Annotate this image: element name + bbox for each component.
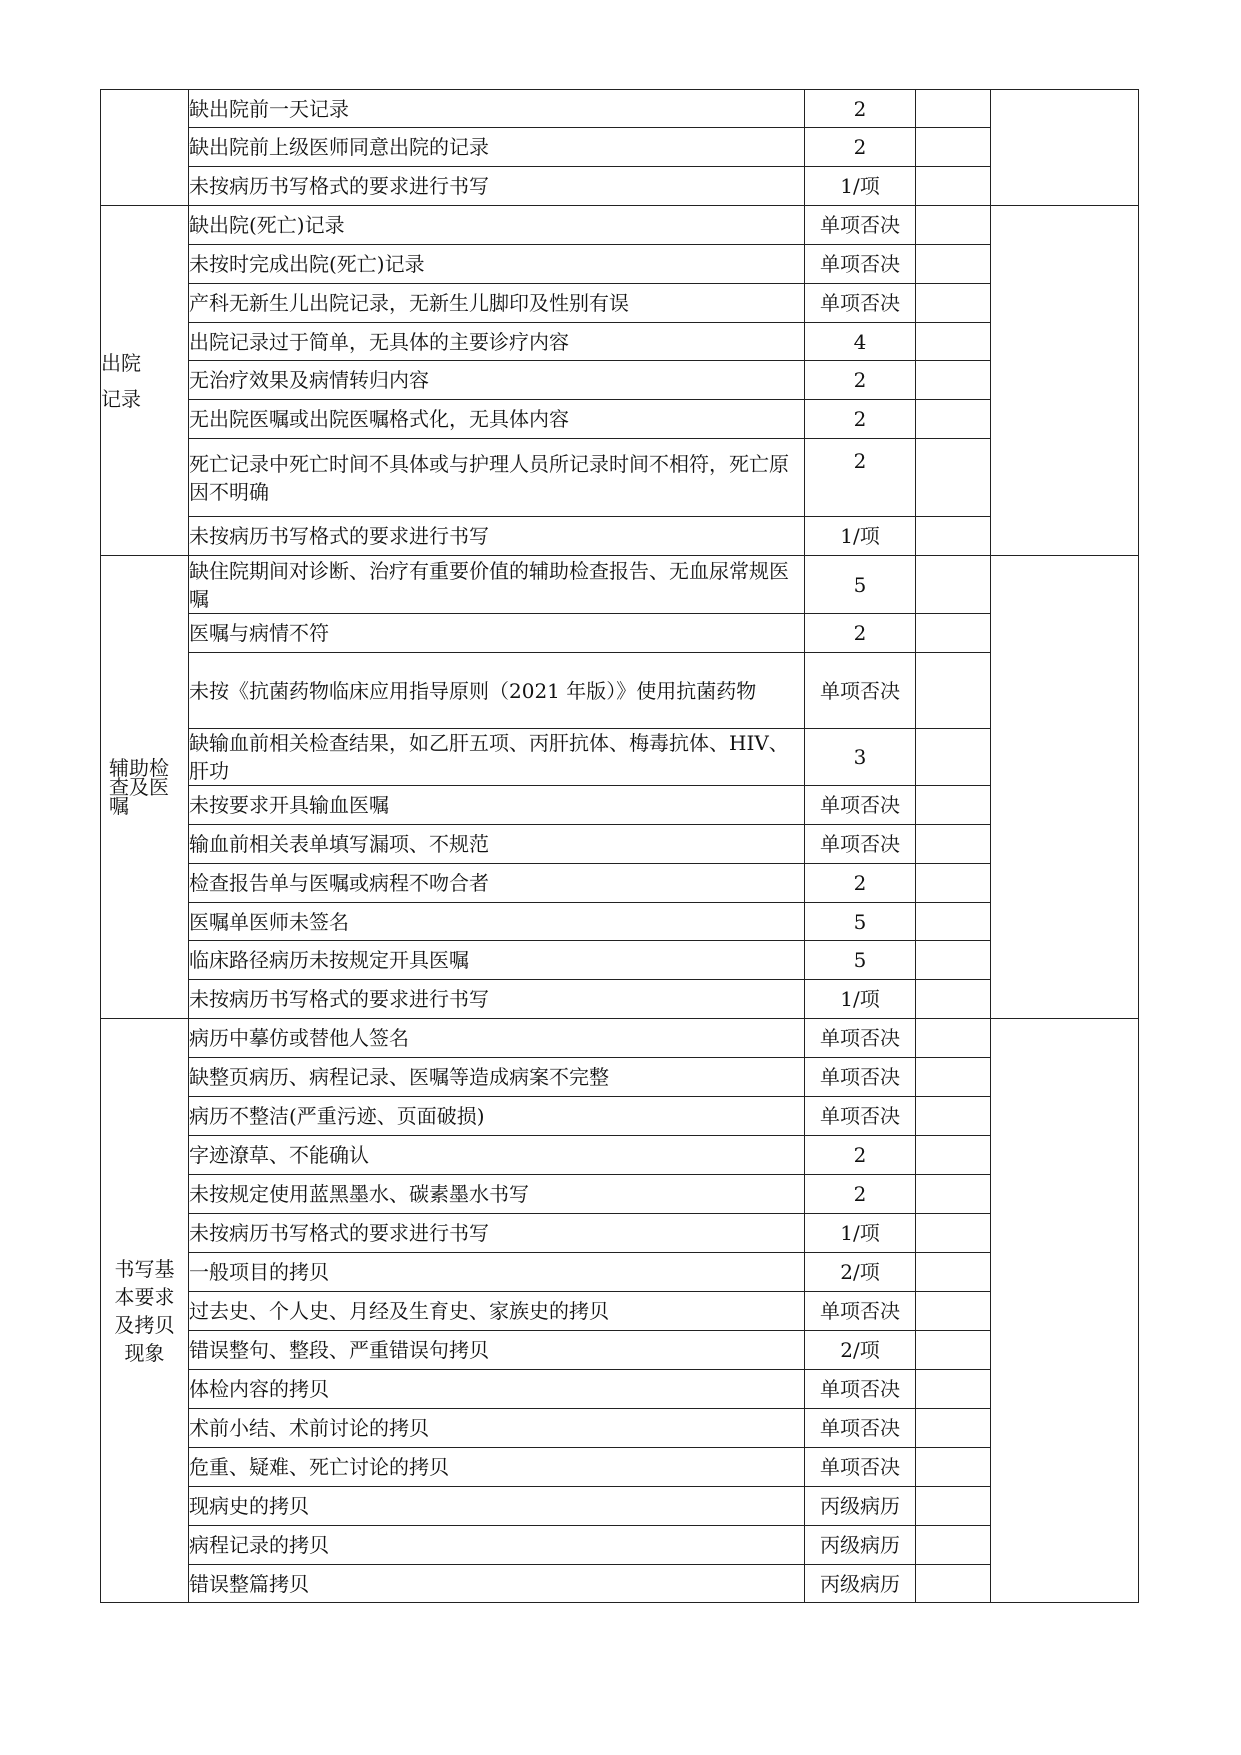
item-description: 临床路径病历未按规定开具医嘱 <box>189 941 805 980</box>
deduction-score: 丙级病历 <box>805 1487 916 1526</box>
deduction-score: 1/项 <box>805 980 916 1019</box>
table-row <box>101 1331 1139 1370</box>
deduction-score: 5 <box>805 556 916 614</box>
deduction-entry-cell[interactable] <box>916 941 991 980</box>
deduction-entry-cell[interactable] <box>916 1019 991 1058</box>
item-description: 出院记录过于简单，无具体的主要诊疗内容 <box>189 323 805 361</box>
deduction-entry-cell[interactable] <box>916 90 991 128</box>
remark-cell[interactable] <box>991 206 1139 556</box>
table-row <box>101 1565 1139 1603</box>
deduction-entry-cell[interactable] <box>916 980 991 1019</box>
deduction-entry-cell[interactable] <box>916 786 991 825</box>
table-row <box>101 1292 1139 1331</box>
deduction-score: 3 <box>805 729 916 786</box>
deduction-score: 单项否决 <box>805 1058 916 1097</box>
table-row <box>101 1370 1139 1409</box>
deduction-entry-cell[interactable] <box>916 284 991 323</box>
item-description: 缺输血前相关检查结果，如乙肝五项、丙肝抗体、梅毒抗体、HIV、肝功 <box>189 729 805 786</box>
table-row <box>101 1253 1139 1292</box>
deduction-entry-cell[interactable] <box>916 1526 991 1565</box>
item-description: 无出院医嘱或出院医嘱格式化，无具体内容 <box>189 400 805 439</box>
table-row <box>101 825 1139 864</box>
item-description: 产科无新生儿出院记录，无新生儿脚印及性别有误 <box>189 284 805 323</box>
deduction-entry-cell[interactable] <box>916 903 991 941</box>
deduction-entry-cell[interactable] <box>916 1487 991 1526</box>
deduction-entry-cell[interactable] <box>916 206 991 245</box>
deduction-entry-cell[interactable] <box>916 1448 991 1487</box>
item-description: 体检内容的拷贝 <box>189 1370 805 1409</box>
deduction-entry-cell[interactable] <box>916 400 991 439</box>
item-description: 一般项目的拷贝 <box>189 1253 805 1292</box>
deduction-score: 单项否决 <box>805 284 916 323</box>
item-description: 错误整句、整段、严重错误句拷贝 <box>189 1331 805 1370</box>
deduction-entry-cell[interactable] <box>916 517 991 556</box>
deduction-score: 2/项 <box>805 1331 916 1370</box>
table-row <box>101 128 1139 167</box>
deduction-score: 单项否决 <box>805 206 916 245</box>
deduction-entry-cell[interactable] <box>916 864 991 903</box>
deduction-score: 单项否决 <box>805 1448 916 1487</box>
item-description: 输血前相关表单填写漏项、不规范 <box>189 825 805 864</box>
scoring-table <box>100 89 1139 1603</box>
deduction-score: 5 <box>805 941 916 980</box>
item-description: 术前小结、术前讨论的拷贝 <box>189 1409 805 1448</box>
deduction-score: 2 <box>805 90 916 128</box>
table-row <box>101 903 1139 941</box>
item-description: 缺出院前上级医师同意出院的记录 <box>189 128 805 167</box>
item-description: 医嘱与病情不符 <box>189 614 805 653</box>
item-description: 缺住院期间对诊断、治疗有重要价值的辅助检查报告、无血尿常规医嘱 <box>189 556 805 614</box>
item-description: 医嘱单医师未签名 <box>189 903 805 941</box>
deduction-entry-cell[interactable] <box>916 439 991 517</box>
table-row <box>101 1058 1139 1097</box>
table-row <box>101 323 1139 361</box>
category-cell: 出院 记录 <box>101 206 189 556</box>
table-row <box>101 361 1139 400</box>
table-row <box>101 980 1139 1019</box>
item-description: 过去史、个人史、月经及生育史、家族史的拷贝 <box>189 1292 805 1331</box>
table-row <box>101 284 1139 323</box>
deduction-score: 单项否决 <box>805 1409 916 1448</box>
deduction-entry-cell[interactable] <box>916 1097 991 1136</box>
item-description: 未按病历书写格式的要求进行书写 <box>189 517 805 556</box>
deduction-entry-cell[interactable] <box>916 1214 991 1253</box>
table-row <box>101 167 1139 206</box>
deduction-entry-cell[interactable] <box>916 323 991 361</box>
table-row <box>101 1175 1139 1214</box>
deduction-entry-cell[interactable] <box>916 614 991 653</box>
table-row <box>101 614 1139 653</box>
table-row <box>101 1136 1139 1175</box>
table-row <box>101 439 1139 517</box>
remark-cell[interactable] <box>991 90 1139 206</box>
item-description: 病程记录的拷贝 <box>189 1526 805 1565</box>
deduction-entry-cell[interactable] <box>916 729 991 786</box>
deduction-entry-cell[interactable] <box>916 167 991 206</box>
table-row <box>101 400 1139 439</box>
deduction-score: 2 <box>805 400 916 439</box>
table-row <box>101 786 1139 825</box>
deduction-entry-cell[interactable] <box>916 1058 991 1097</box>
item-description: 无治疗效果及病情转归内容 <box>189 361 805 400</box>
deduction-score: 1/项 <box>805 517 916 556</box>
deduction-score: 1/项 <box>805 1214 916 1253</box>
deduction-entry-cell[interactable] <box>916 1370 991 1409</box>
table-row <box>101 1526 1139 1565</box>
deduction-entry-cell[interactable] <box>916 1136 991 1175</box>
item-description: 未按病历书写格式的要求进行书写 <box>189 167 805 206</box>
deduction-score: 2 <box>805 864 916 903</box>
category-cell <box>101 90 189 206</box>
deduction-entry-cell[interactable] <box>916 128 991 167</box>
item-description: 缺出院(死亡)记录 <box>189 206 805 245</box>
table-row <box>101 1214 1139 1253</box>
table-row <box>101 556 1139 614</box>
table-row <box>101 653 1139 729</box>
item-description: 缺整页病历、病程记录、医嘱等造成病案不完整 <box>189 1058 805 1097</box>
table-row <box>101 206 1139 245</box>
deduction-score: 2 <box>805 439 916 517</box>
deduction-score: 单项否决 <box>805 1019 916 1058</box>
deduction-score: 单项否决 <box>805 1370 916 1409</box>
item-description: 未按要求开具输血医嘱 <box>189 786 805 825</box>
table-row <box>101 1019 1139 1058</box>
table-row <box>101 517 1139 556</box>
deduction-entry-cell[interactable] <box>916 653 991 729</box>
deduction-entry-cell[interactable] <box>916 556 991 614</box>
item-description: 未按时完成出院(死亡)记录 <box>189 245 805 284</box>
table-row <box>101 864 1139 903</box>
table-row <box>101 1448 1139 1487</box>
deduction-entry-cell[interactable] <box>916 1331 991 1370</box>
item-description: 检查报告单与医嘱或病程不吻合者 <box>189 864 805 903</box>
item-description: 现病史的拷贝 <box>189 1487 805 1526</box>
deduction-score: 2 <box>805 361 916 400</box>
remark-cell[interactable] <box>991 1019 1139 1603</box>
table-body <box>101 90 1139 1603</box>
item-description: 病历中摹仿或替他人签名 <box>189 1019 805 1058</box>
deduction-score: 单项否决 <box>805 1292 916 1331</box>
item-description: 病历不整洁(严重污迹、页面破损) <box>189 1097 805 1136</box>
deduction-entry-cell[interactable] <box>916 245 991 284</box>
table-row <box>101 1097 1139 1136</box>
table-row <box>101 245 1139 284</box>
table-row <box>101 1409 1139 1448</box>
item-description: 未按病历书写格式的要求进行书写 <box>189 980 805 1019</box>
deduction-entry-cell[interactable] <box>916 1175 991 1214</box>
category-cell: 辅助检查及医嘱 <box>101 556 189 1019</box>
deduction-score: 丙级病历 <box>805 1526 916 1565</box>
table-row <box>101 941 1139 980</box>
category-cell: 书写基 本要求 及拷贝 现象 <box>101 1019 189 1603</box>
item-description: 未按病历书写格式的要求进行书写 <box>189 1214 805 1253</box>
deduction-score: 单项否决 <box>805 786 916 825</box>
deduction-score: 2 <box>805 1136 916 1175</box>
item-description: 错误整篇拷贝 <box>189 1565 805 1603</box>
deduction-score: 4 <box>805 323 916 361</box>
deduction-score: 1/项 <box>805 167 916 206</box>
item-description: 缺出院前一天记录 <box>189 90 805 128</box>
deduction-entry-cell[interactable] <box>916 825 991 864</box>
deduction-score: 2/项 <box>805 1253 916 1292</box>
item-description: 危重、疑难、死亡讨论的拷贝 <box>189 1448 805 1487</box>
remark-cell[interactable] <box>991 556 1139 1019</box>
deduction-score: 单项否决 <box>805 1097 916 1136</box>
item-description: 字迹潦草、不能确认 <box>189 1136 805 1175</box>
deduction-entry-cell[interactable] <box>916 361 991 400</box>
deduction-score: 单项否决 <box>805 245 916 284</box>
deduction-entry-cell[interactable] <box>916 1409 991 1448</box>
item-description: 死亡记录中死亡时间不具体或与护理人员所记录时间不相符，死亡原因不明确 <box>189 439 805 517</box>
item-description: 未按《抗菌药物临床应用指导原则（2021 年版）》使用抗菌药物 <box>189 653 805 729</box>
table-row <box>101 729 1139 786</box>
deduction-score: 2 <box>805 128 916 167</box>
deduction-score: 2 <box>805 1175 916 1214</box>
table-row <box>101 90 1139 128</box>
deduction-score: 丙级病历 <box>805 1565 916 1603</box>
item-description: 未按规定使用蓝黑墨水、碳素墨水书写 <box>189 1175 805 1214</box>
deduction-score: 单项否决 <box>805 825 916 864</box>
deduction-entry-cell[interactable] <box>916 1253 991 1292</box>
deduction-entry-cell[interactable] <box>916 1292 991 1331</box>
deduction-entry-cell[interactable] <box>916 1565 991 1603</box>
deduction-score: 2 <box>805 614 916 653</box>
deduction-score: 单项否决 <box>805 653 916 729</box>
table-row <box>101 1487 1139 1526</box>
deduction-score: 5 <box>805 903 916 941</box>
